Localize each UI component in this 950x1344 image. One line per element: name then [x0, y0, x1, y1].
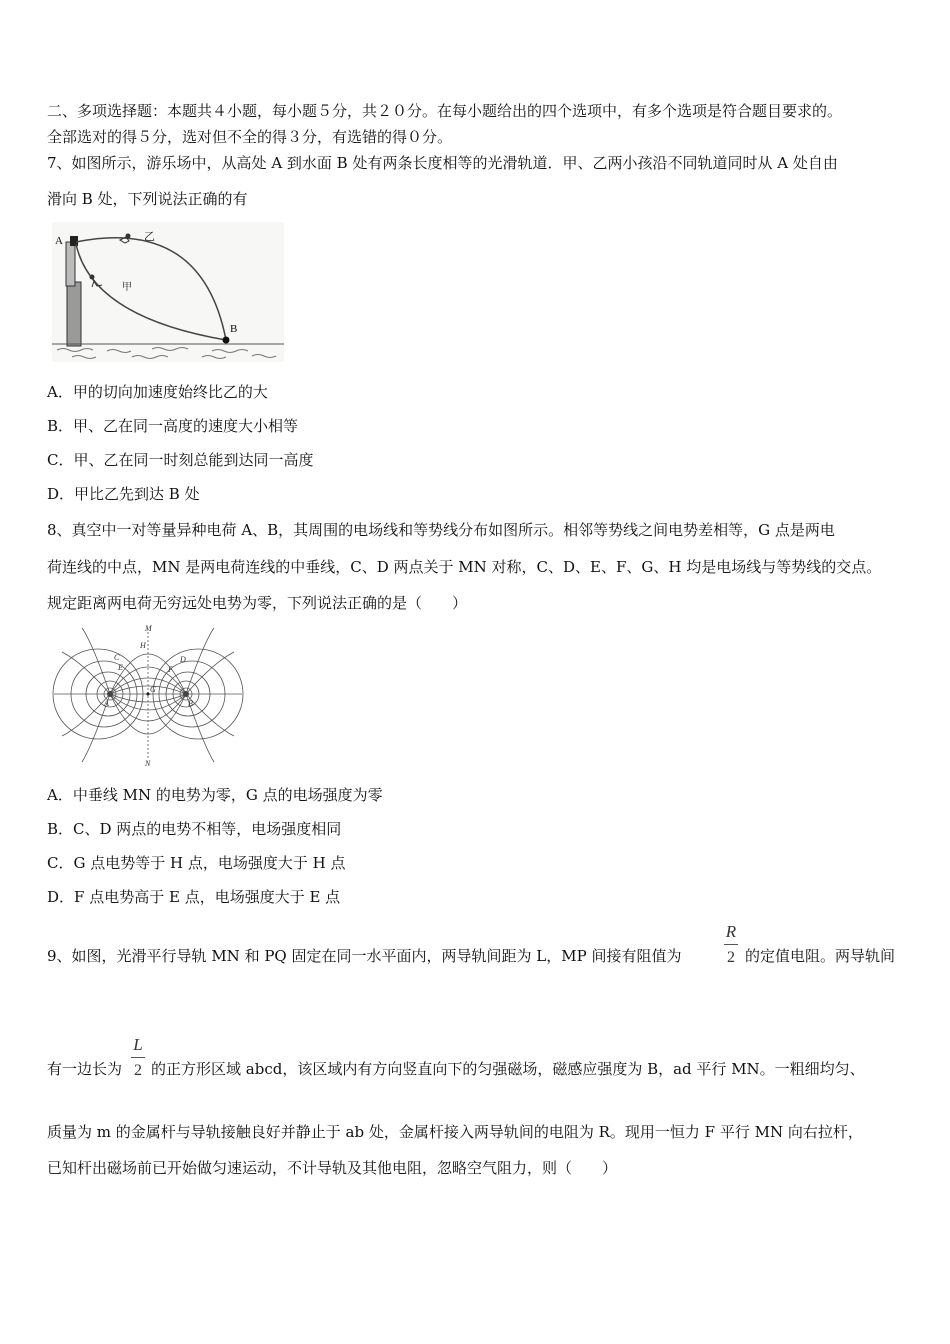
q7-label-a: A: [55, 235, 63, 247]
charge-a-icon: [107, 691, 113, 697]
q8-option-d: D．F 点电势高于 E 点，电场强度大于 E 点: [47, 888, 341, 906]
q7-label-jia: 甲: [122, 282, 132, 293]
q7-label-yi: 乙: [144, 231, 155, 243]
q8-option-b: B．C、D 两点的电势不相等，电场强度相同: [47, 820, 342, 838]
q9-frac2-denominator: 2: [134, 1062, 142, 1079]
q8-option-c: C．G 点电势等于 H 点，电场强度大于 H 点: [47, 854, 346, 872]
q7-slide-figure: [52, 222, 284, 362]
q9-line-2-start: 有一边长为: [47, 1060, 123, 1078]
q8-label-g: G: [150, 685, 156, 694]
section-heading-line-1: 二、多项选择题：本题共４小题，每小题５分，共２０分。在每小题给出的四个选项中，有多个选项是符合题目要求的。: [47, 102, 843, 120]
q9-line-1-end: 的定值电阻。两导轨间: [745, 947, 896, 965]
charge-b-icon: [183, 691, 189, 697]
q8-stem-line-1: 8、真空中一对等量异种电荷 A、B，其周围的电场线和等势线分布如图所示。相邻等势线之间电势差相等，G 点是两电: [47, 521, 835, 539]
q7-stem-line-1: 7、如图所示，游乐场中，从高处 A 到水面 B 处有两条长度相等的光滑轨道．甲、乙两小孩沿不同轨道同时从 A 处自由: [47, 154, 838, 172]
q8-stem-line-3: 规定距离两电荷无穷远处电势为零，下列说法正确的是（ ）: [47, 594, 468, 612]
q8-option-a: A．中垂线 MN 的电势为零，G 点的电场强度为零: [47, 786, 383, 804]
q8-stem-line-2: 荷连线的中点，MN 是两电荷连线的中垂线，C、D 两点关于 MN 对称，C、D、E、F、G、H 均是电场线与等势线的交点。: [47, 558, 882, 576]
q8-label-a: A: [104, 699, 109, 708]
q8-label-h: H: [140, 641, 146, 650]
q7-option-b: B．甲、乙在同一高度的速度大小相等: [47, 417, 299, 435]
q9-line-2-end: 的正方形区域 abcd，该区域内有方向竖直向下的匀强磁场，磁感应强度为 B，ad 平行 MN。一粗细均匀、: [151, 1060, 865, 1078]
q9-line-4: 已知杆出磁场前已开始做匀速运动，不计导轨及其他电阻，忽略空气阻力，则（ ）: [47, 1159, 618, 1177]
q9-fraction-l-over-2: [131, 1035, 145, 1080]
q7-label-b: B: [230, 323, 238, 335]
q8-label-b: B: [188, 699, 193, 708]
q9-frac2-numerator: L: [133, 1035, 143, 1054]
q7-stem-line-2: 滑向 B 处，下列说法正确的有: [47, 190, 248, 208]
q7-option-a: A．甲的切向加速度始终比乙的大: [47, 383, 268, 401]
q7-option-c: C．甲、乙在同一时刻总能到达同一高度: [47, 451, 314, 469]
q7-option-d: D．甲比乙先到达 B 处: [47, 485, 200, 503]
q9-fraction-r-over-2: [724, 922, 738, 967]
q8-label-f: F: [168, 665, 173, 674]
section-heading-line-2: 全部选对的得５分，选对但不全的得３分，有选错的得０分。: [47, 128, 453, 146]
q8-field-figure: [52, 622, 244, 768]
q9-frac1-denominator: 2: [727, 949, 735, 966]
q9-frac1-numerator: R: [725, 922, 737, 941]
q8-label-c: C: [114, 653, 120, 662]
q8-label-n: N: [145, 759, 151, 768]
q9-line-1-start: 9、如图，光滑平行导轨 MN 和 PQ 固定在同一水平面内，两导轨间距为 L，MP 间接有阻值为: [47, 947, 682, 965]
q8-label-d: D: [180, 655, 186, 664]
q9-line-3: 质量为 m 的金属杆与导轨接触良好并静止于 ab 处，金属杆接入两导轨间的电阻为 R。现用一恒力 F 平行 MN 向右拉杆，: [47, 1123, 863, 1141]
q8-label-m: M: [145, 624, 152, 633]
q8-label-e: E: [118, 663, 123, 672]
